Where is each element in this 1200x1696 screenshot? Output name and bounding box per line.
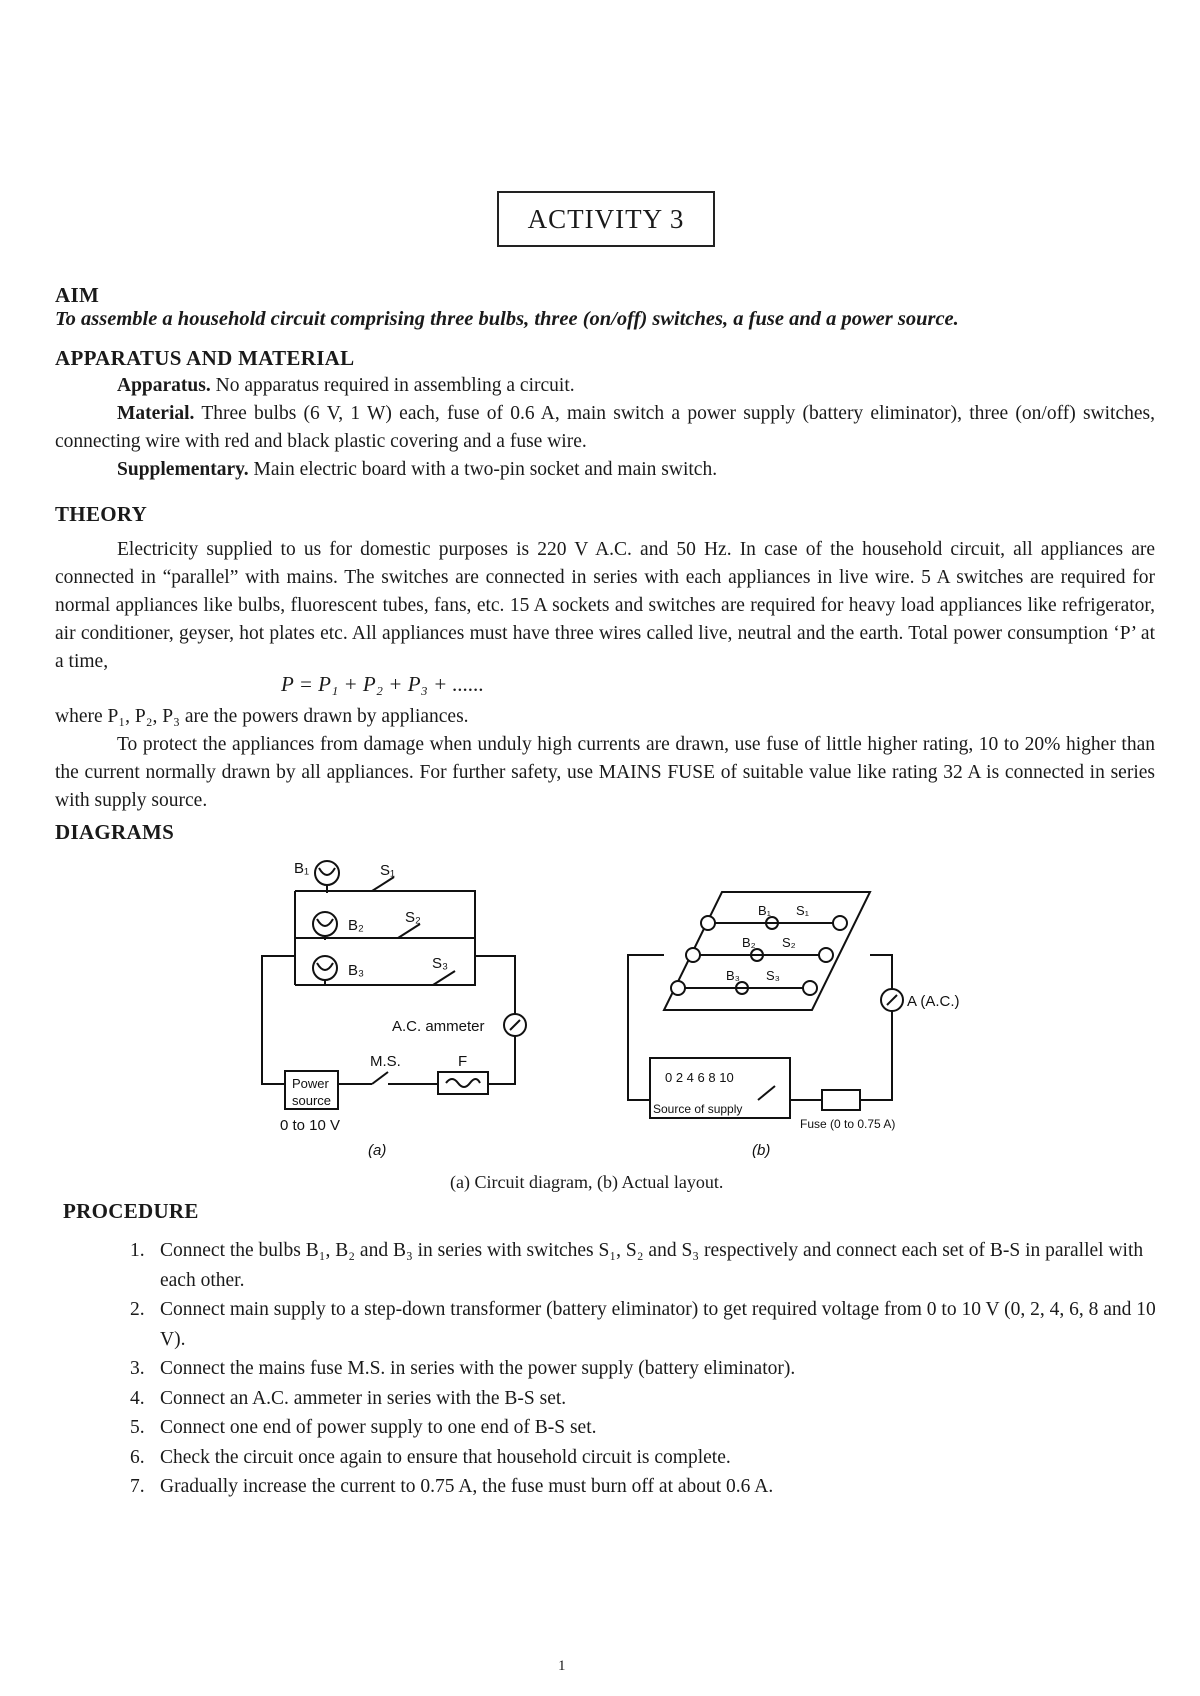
switch-s3-symbol [433, 971, 455, 985]
theory-heading: THEORY [55, 502, 148, 526]
label-fuse-b: Fuse (0 to 0.75 A) [800, 1117, 896, 1131]
aim-heading: AIM [55, 283, 100, 307]
label-fuse-a: F [458, 1053, 468, 1070]
fuse-box [438, 1072, 488, 1094]
label-source-b: Source of supply [653, 1102, 743, 1116]
step-number: 3. [130, 1358, 145, 1379]
procedure-list [130, 1236, 1170, 1502]
step-number: 2. [130, 1299, 145, 1320]
circuit-diagrams [0, 845, 1200, 1175]
label-b3-a: B₃ [348, 962, 365, 979]
bulb-b1-symbol [315, 861, 339, 893]
step-text: Gradually increase the current to 0.75 A, the fuse must burn off at about 0.6 A. [160, 1476, 774, 1497]
board-wires [680, 923, 838, 988]
diagram-caption: (a) Circuit diagram, (b) Actual layout. [450, 1172, 724, 1192]
label-b1-a: B₁ [294, 860, 310, 877]
apparatus-text: No apparatus required in assembling a circuit. [215, 375, 575, 396]
switch-s2-symbol [398, 924, 420, 938]
procedure-step-2 [130, 1295, 1170, 1354]
fuse-wire-symbol [446, 1079, 480, 1087]
aim-text: To assemble a household circuit comprising three bulbs, three (on/off) switches, a fuse and a power source. [55, 308, 959, 330]
material-label: Material. [117, 403, 195, 424]
fuse-holder [822, 1090, 860, 1110]
apparatus-heading: APPARATUS AND MATERIAL [55, 346, 355, 370]
label-range-a: 0 to 10 V [280, 1117, 341, 1134]
label-power-a: Power [292, 1076, 329, 1091]
procedure-step-3 [130, 1354, 1170, 1384]
theory-para-2: where P₁, P₂, P₃ are the powers drawn by appliances. [55, 706, 469, 727]
bulb-b2-symbol [313, 912, 337, 940]
step-text: Check the circuit once again to ensure that household circuit is complete. [160, 1446, 731, 1468]
step-number: 6. [130, 1446, 145, 1468]
procedure-step-4 [130, 1384, 1170, 1414]
label-b2-a: B₂ [348, 917, 364, 934]
ammeter-needle [510, 1020, 520, 1030]
step-text: Connect one end of power supply to one end of B-S set. [160, 1417, 597, 1438]
sublabel-b: (b) [752, 1142, 771, 1159]
activity-title [497, 191, 715, 247]
theory-para-3: To protect the appliances from damage when unduly high currents are drawn, use fuse of little higher rating, 10 to 20% higher than the current normally drawn by all appliances. For further safety, use MAINS FUSE of suitable value like rating 32 A is connected in series with supply source. [55, 734, 1155, 811]
switch-s1-symbol [372, 877, 394, 891]
procedure-step-6 [130, 1443, 1170, 1473]
apparatus-section [55, 372, 1155, 484]
supply-switch [758, 1086, 775, 1100]
power-formula: P = P₁ + P₂ + P₃ + ...... [281, 672, 485, 696]
activity-title-text: ACTIVITY 3 [527, 203, 685, 234]
label-dial-b: 0 2 4 6 8 10 [665, 1070, 734, 1085]
diagrams-heading: DIAGRAMS [55, 820, 175, 844]
circuit-layout-b-labels [653, 903, 960, 1159]
procedure-step-1 [130, 1236, 1170, 1295]
apparatus-line [55, 372, 1155, 400]
supplementary-text: Main electric board with a two-pin socket and main switch. [253, 459, 718, 480]
step-text: Connect the bulbs B₁, B₂ and B₃ in series with switches S₁, S₂ and S₃ respectively and connect each set of B-S in parallel with each other. [160, 1240, 1144, 1291]
step-text: Connect main supply to a step-down transformer (battery eliminator) to get required voltage from 0 to 10 V (0, 2, 4, 6, 8 and 10 V). [160, 1299, 1156, 1350]
label-s1-a: S₁ [380, 862, 396, 879]
circuit-diagram-a-labels [280, 860, 485, 1159]
label-source-a: source [292, 1093, 332, 1108]
label-main-switch-a: M.S. [370, 1053, 401, 1070]
material-text: Three bulbs (6 V, 1 W) each, fuse of 0.6 A, main switch a power supply (battery eliminator), three (on/off) switches, connecting wire with red and black plastic covering and a fuse wire. [55, 403, 1155, 452]
step-number: 7. [130, 1476, 145, 1497]
label-s3-b: S₃ [766, 968, 780, 983]
step-text: Connect an A.C. ammeter in series with the B-S set. [160, 1387, 567, 1409]
page-number: 1 [558, 1658, 566, 1674]
bulb-b3-symbol [313, 956, 337, 986]
sublabel-a: (a) [368, 1142, 387, 1159]
supplementary-line [55, 456, 1155, 484]
label-b3-b: B₃ [726, 968, 740, 983]
label-s2-b: S₂ [782, 935, 796, 950]
material-line [55, 400, 1155, 456]
label-s1-b: S₁ [796, 903, 810, 918]
label-s3-a: S₃ [432, 955, 449, 972]
label-s2-a: S₂ [405, 909, 421, 926]
supplementary-label: Supplementary. [117, 459, 249, 480]
procedure-heading: PROCEDURE [63, 1199, 199, 1223]
step-text: Connect the mains fuse M.S. in series with the power supply (battery eliminator). [160, 1358, 796, 1379]
apparatus-label: Apparatus. [117, 375, 211, 396]
label-ammeter-a: A.C. ammeter [392, 1018, 485, 1035]
procedure-step-7 [130, 1472, 1170, 1502]
label-ammeter-b: A (A.C.) [907, 993, 960, 1010]
main-switch-symbol [372, 1072, 388, 1084]
procedure-step-5 [130, 1413, 1170, 1443]
step-number: 1. [130, 1240, 145, 1261]
label-b2-b: B₂ [742, 935, 756, 950]
step-number: 5. [130, 1417, 145, 1438]
label-b1-b: B₁ [758, 903, 772, 918]
step-number: 4. [130, 1387, 145, 1409]
circuit-diagram-a [262, 861, 526, 1109]
theory-para-1: Electricity supplied to us for domestic purposes is 220 V A.C. and 50 Hz. In case of the household circuit, all appliances are connected in “parallel” with mains. The switches are connected in series with each appliances in live wire. 5 A switches are required for normal appliances like bulbs, fluorescent tubes, fans, etc. 15 A sockets and switches are required for heavy load appliances like refrigerator, air conditioner, geyser, hot plates etc. All appliances must have three wires called live, neutral and the earth. Total power consumption ‘P’ at a time, [55, 539, 1155, 672]
